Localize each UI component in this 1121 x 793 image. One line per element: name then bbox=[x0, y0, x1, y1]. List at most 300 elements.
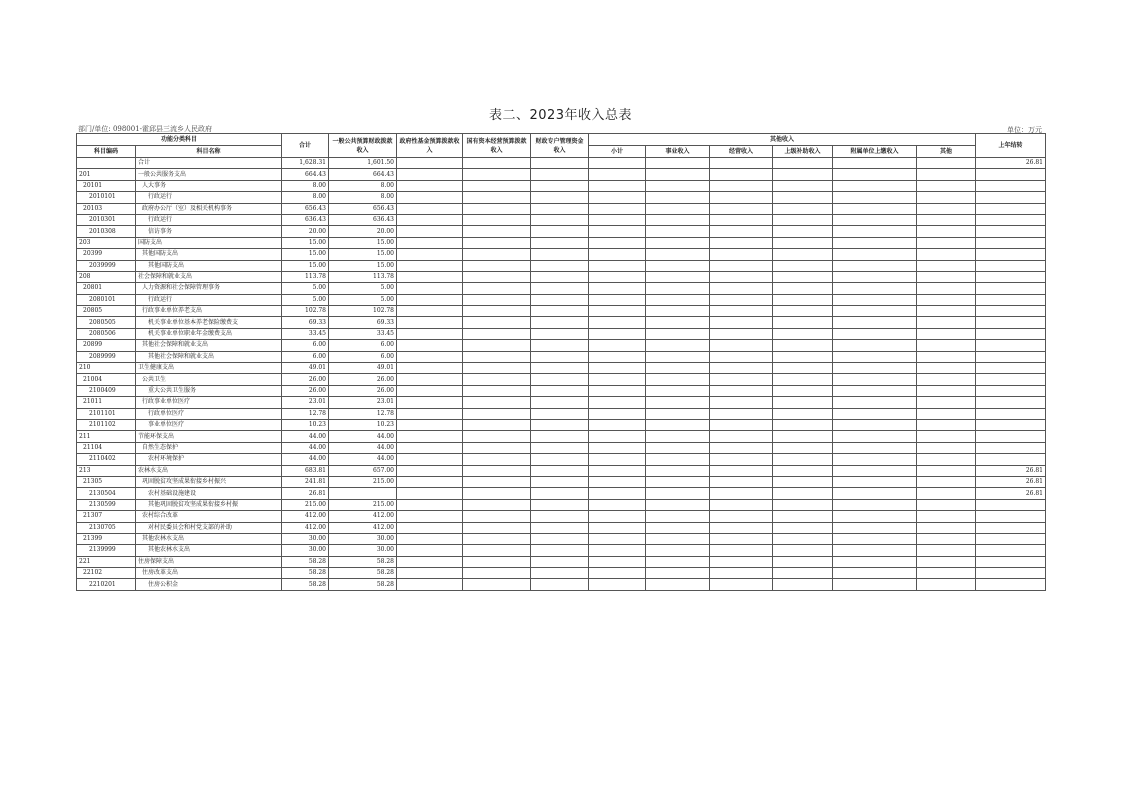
cell-fiscal-account bbox=[531, 442, 589, 453]
cell-operating bbox=[710, 192, 773, 203]
cell-code: 21307 bbox=[77, 511, 136, 522]
table-row bbox=[77, 294, 1046, 305]
cell-name: 人力资源和社会保障管理事务 bbox=[136, 283, 282, 294]
table-row bbox=[77, 203, 1046, 214]
cell-name: 巩固脱贫攻坚成果衔接乡村振兴 bbox=[136, 476, 282, 487]
cell-name: 人大事务 bbox=[136, 180, 282, 191]
cell-other bbox=[917, 340, 976, 351]
cell-code: 2130705 bbox=[77, 522, 136, 533]
cell-general-budget: 412.00 bbox=[329, 511, 397, 522]
cell-state-capital bbox=[463, 408, 531, 419]
cell-total: 33.45 bbox=[282, 328, 329, 339]
cell-affiliated bbox=[833, 533, 917, 544]
cell-total: 215.00 bbox=[282, 499, 329, 510]
cell-other bbox=[917, 260, 976, 271]
cell-affiliated bbox=[833, 203, 917, 214]
cell-gov-fund bbox=[397, 169, 463, 180]
cell-business bbox=[646, 260, 710, 271]
cell-affiliated bbox=[833, 397, 917, 408]
cell-business bbox=[646, 180, 710, 191]
cell-superior-subsidy bbox=[773, 579, 833, 590]
cell-carryover bbox=[976, 363, 1046, 374]
cell-name: 机关事业单位职业年金缴费支出 bbox=[136, 328, 282, 339]
cell-business bbox=[646, 511, 710, 522]
cell-general-budget: 5.00 bbox=[329, 294, 397, 305]
cell-name: 行政运行 bbox=[136, 294, 282, 305]
cell-superior-subsidy bbox=[773, 363, 833, 374]
cell-operating bbox=[710, 158, 773, 169]
cell-affiliated bbox=[833, 283, 917, 294]
cell-business bbox=[646, 579, 710, 590]
cell-fiscal-account bbox=[531, 351, 589, 362]
cell-subtotal bbox=[589, 408, 646, 419]
cell-name: 农林水支出 bbox=[136, 465, 282, 476]
cell-superior-subsidy bbox=[773, 556, 833, 567]
cell-subtotal bbox=[589, 214, 646, 225]
cell-affiliated bbox=[833, 408, 917, 419]
cell-general-budget: 215.00 bbox=[329, 499, 397, 510]
cell-superior-subsidy bbox=[773, 283, 833, 294]
cell-fiscal-account bbox=[531, 431, 589, 442]
cell-gov-fund bbox=[397, 397, 463, 408]
table-row bbox=[77, 363, 1046, 374]
table-row bbox=[77, 249, 1046, 260]
cell-superior-subsidy bbox=[773, 203, 833, 214]
cell-general-budget: 58.28 bbox=[329, 556, 397, 567]
table-row bbox=[77, 283, 1046, 294]
cell-operating bbox=[710, 476, 773, 487]
cell-gov-fund bbox=[397, 203, 463, 214]
cell-state-capital bbox=[463, 511, 531, 522]
cell-name: 社会保障和就业支出 bbox=[136, 271, 282, 282]
cell-subtotal bbox=[589, 192, 646, 203]
cell-superior-subsidy bbox=[773, 237, 833, 248]
cell-general-budget: 10.23 bbox=[329, 419, 397, 430]
cell-state-capital bbox=[463, 214, 531, 225]
cell-gov-fund bbox=[397, 476, 463, 487]
cell-carryover bbox=[976, 374, 1046, 385]
cell-operating bbox=[710, 169, 773, 180]
cell-affiliated bbox=[833, 169, 917, 180]
cell-code: 203 bbox=[77, 237, 136, 248]
cell-code: 21104 bbox=[77, 442, 136, 453]
cell-state-capital bbox=[463, 180, 531, 191]
cell-other bbox=[917, 328, 976, 339]
cell-name: 一般公共服务支出 bbox=[136, 169, 282, 180]
cell-superior-subsidy bbox=[773, 374, 833, 385]
cell-superior-subsidy bbox=[773, 545, 833, 556]
unit-label: 单位：万元 bbox=[1007, 126, 1042, 134]
cell-name: 合计 bbox=[136, 158, 282, 169]
cell-fiscal-account bbox=[531, 260, 589, 271]
cell-code: 201 bbox=[77, 169, 136, 180]
cell-name: 农村基础设施建设 bbox=[136, 488, 282, 499]
cell-superior-subsidy bbox=[773, 499, 833, 510]
cell-total: 20.00 bbox=[282, 226, 329, 237]
cell-name: 行政单位医疗 bbox=[136, 408, 282, 419]
cell-name: 事业单位医疗 bbox=[136, 419, 282, 430]
cell-gov-fund bbox=[397, 226, 463, 237]
cell-subtotal bbox=[589, 499, 646, 510]
cell-operating bbox=[710, 283, 773, 294]
cell-subtotal bbox=[589, 351, 646, 362]
cell-total: 113.78 bbox=[282, 271, 329, 282]
cell-gov-fund bbox=[397, 545, 463, 556]
cell-state-capital bbox=[463, 271, 531, 282]
cell-gov-fund bbox=[397, 419, 463, 430]
cell-general-budget: 15.00 bbox=[329, 237, 397, 248]
cell-gov-fund bbox=[397, 260, 463, 271]
cell-name: 住房保障支出 bbox=[136, 556, 282, 567]
cell-gov-fund bbox=[397, 408, 463, 419]
cell-superior-subsidy bbox=[773, 328, 833, 339]
cell-gov-fund bbox=[397, 568, 463, 579]
table-row bbox=[77, 306, 1046, 317]
cell-total: 6.00 bbox=[282, 351, 329, 362]
cell-carryover bbox=[976, 408, 1046, 419]
cell-state-capital bbox=[463, 328, 531, 339]
cell-carryover bbox=[976, 419, 1046, 430]
cell-code: 2010301 bbox=[77, 214, 136, 225]
cell-gov-fund bbox=[397, 556, 463, 567]
table-row bbox=[77, 260, 1046, 271]
cell-name: 机关事业单位基本养老保险缴费支 bbox=[136, 317, 282, 328]
cell-business bbox=[646, 522, 710, 533]
cell-total: 26.00 bbox=[282, 385, 329, 396]
cell-name: 其他国防支出 bbox=[136, 260, 282, 271]
cell-name: 其他农林水支出 bbox=[136, 545, 282, 556]
cell-fiscal-account bbox=[531, 511, 589, 522]
cell-subtotal bbox=[589, 454, 646, 465]
cell-state-capital bbox=[463, 488, 531, 499]
cell-name: 对村民委员会和村党支部的补助 bbox=[136, 522, 282, 533]
table-row bbox=[77, 340, 1046, 351]
cell-code: 2080506 bbox=[77, 328, 136, 339]
cell-affiliated bbox=[833, 180, 917, 191]
cell-fiscal-account bbox=[531, 294, 589, 305]
table-row bbox=[77, 522, 1046, 533]
cell-fiscal-account bbox=[531, 533, 589, 544]
cell-carryover bbox=[976, 169, 1046, 180]
cell-operating bbox=[710, 442, 773, 453]
cell-gov-fund bbox=[397, 499, 463, 510]
cell-affiliated bbox=[833, 499, 917, 510]
cell-gov-fund bbox=[397, 385, 463, 396]
cell-general-budget: 412.00 bbox=[329, 522, 397, 533]
cell-code: 2130504 bbox=[77, 488, 136, 499]
cell-gov-fund bbox=[397, 363, 463, 374]
cell-general-budget: 58.28 bbox=[329, 579, 397, 590]
cell-fiscal-account bbox=[531, 454, 589, 465]
cell-operating bbox=[710, 522, 773, 533]
cell-operating bbox=[710, 214, 773, 225]
table-row bbox=[77, 465, 1046, 476]
cell-operating bbox=[710, 499, 773, 510]
cell-general-budget: 215.00 bbox=[329, 476, 397, 487]
cell-code: 20899 bbox=[77, 340, 136, 351]
cell-subtotal bbox=[589, 169, 646, 180]
header-func-class: 功能分类科目 bbox=[77, 134, 282, 146]
cell-total: 15.00 bbox=[282, 237, 329, 248]
cell-gov-fund bbox=[397, 294, 463, 305]
cell-carryover bbox=[976, 556, 1046, 567]
cell-superior-subsidy bbox=[773, 294, 833, 305]
cell-code: 2010101 bbox=[77, 192, 136, 203]
cell-subtotal bbox=[589, 363, 646, 374]
header-state-capital: 国有资本经营预算拨款收入 bbox=[463, 134, 531, 158]
cell-affiliated bbox=[833, 271, 917, 282]
cell-other bbox=[917, 385, 976, 396]
cell-total: 241.81 bbox=[282, 476, 329, 487]
cell-subtotal bbox=[589, 306, 646, 317]
cell-total: 8.00 bbox=[282, 180, 329, 191]
cell-gov-fund bbox=[397, 306, 463, 317]
cell-state-capital bbox=[463, 442, 531, 453]
cell-business bbox=[646, 533, 710, 544]
cell-business bbox=[646, 363, 710, 374]
cell-affiliated bbox=[833, 465, 917, 476]
cell-subtotal bbox=[589, 533, 646, 544]
cell-superior-subsidy bbox=[773, 568, 833, 579]
cell-subtotal bbox=[589, 465, 646, 476]
cell-affiliated bbox=[833, 294, 917, 305]
cell-state-capital bbox=[463, 431, 531, 442]
cell-superior-subsidy bbox=[773, 226, 833, 237]
cell-state-capital bbox=[463, 533, 531, 544]
cell-other bbox=[917, 294, 976, 305]
cell-total: 683.81 bbox=[282, 465, 329, 476]
cell-carryover: 26.81 bbox=[976, 476, 1046, 487]
cell-code: 22102 bbox=[77, 568, 136, 579]
cell-other bbox=[917, 158, 976, 169]
cell-other bbox=[917, 363, 976, 374]
cell-fiscal-account bbox=[531, 363, 589, 374]
cell-operating bbox=[710, 294, 773, 305]
cell-code: 20801 bbox=[77, 283, 136, 294]
table-row bbox=[77, 511, 1046, 522]
cell-code: 208 bbox=[77, 271, 136, 282]
cell-general-budget: 6.00 bbox=[329, 340, 397, 351]
cell-superior-subsidy bbox=[773, 317, 833, 328]
cell-affiliated bbox=[833, 511, 917, 522]
cell-general-budget: 26.00 bbox=[329, 385, 397, 396]
cell-affiliated bbox=[833, 192, 917, 203]
cell-subtotal bbox=[589, 260, 646, 271]
income-summary-table bbox=[76, 133, 1046, 591]
cell-state-capital bbox=[463, 306, 531, 317]
cell-superior-subsidy bbox=[773, 169, 833, 180]
cell-state-capital bbox=[463, 419, 531, 430]
cell-fiscal-account bbox=[531, 568, 589, 579]
cell-fiscal-account bbox=[531, 465, 589, 476]
cell-name: 自然生态保护 bbox=[136, 442, 282, 453]
cell-total: 23.01 bbox=[282, 397, 329, 408]
cell-state-capital bbox=[463, 260, 531, 271]
cell-state-capital bbox=[463, 385, 531, 396]
cell-affiliated bbox=[833, 556, 917, 567]
cell-business bbox=[646, 385, 710, 396]
cell-business bbox=[646, 465, 710, 476]
cell-superior-subsidy bbox=[773, 180, 833, 191]
cell-gov-fund bbox=[397, 442, 463, 453]
cell-name: 其他巩固脱贫攻坚成果衔接乡村振 bbox=[136, 499, 282, 510]
cell-carryover bbox=[976, 511, 1046, 522]
cell-state-capital bbox=[463, 294, 531, 305]
cell-code: 2100409 bbox=[77, 385, 136, 396]
cell-business bbox=[646, 442, 710, 453]
cell-name: 政府办公厅（室）及相关机构事务 bbox=[136, 203, 282, 214]
cell-state-capital bbox=[463, 203, 531, 214]
cell-carryover: 26.81 bbox=[976, 158, 1046, 169]
cell-other bbox=[917, 579, 976, 590]
header-other-income: 其他收入 bbox=[589, 134, 976, 146]
cell-carryover bbox=[976, 545, 1046, 556]
cell-fiscal-account bbox=[531, 271, 589, 282]
cell-general-budget: 44.00 bbox=[329, 442, 397, 453]
cell-general-budget: 113.78 bbox=[329, 271, 397, 282]
cell-affiliated bbox=[833, 317, 917, 328]
cell-business bbox=[646, 568, 710, 579]
cell-superior-subsidy bbox=[773, 192, 833, 203]
cell-state-capital bbox=[463, 579, 531, 590]
cell-affiliated bbox=[833, 419, 917, 430]
cell-subtotal bbox=[589, 271, 646, 282]
cell-other bbox=[917, 374, 976, 385]
cell-business bbox=[646, 158, 710, 169]
cell-code: 213 bbox=[77, 465, 136, 476]
cell-name: 其他社会保障和就业支出 bbox=[136, 340, 282, 351]
cell-other bbox=[917, 226, 976, 237]
cell-superior-subsidy bbox=[773, 454, 833, 465]
cell-business bbox=[646, 419, 710, 430]
cell-carryover bbox=[976, 306, 1046, 317]
cell-carryover bbox=[976, 260, 1046, 271]
cell-fiscal-account bbox=[531, 158, 589, 169]
cell-other bbox=[917, 454, 976, 465]
cell-operating bbox=[710, 249, 773, 260]
cell-fiscal-account bbox=[531, 385, 589, 396]
cell-affiliated bbox=[833, 226, 917, 237]
cell-business bbox=[646, 271, 710, 282]
cell-state-capital bbox=[463, 476, 531, 487]
cell-total: 44.00 bbox=[282, 431, 329, 442]
cell-fiscal-account bbox=[531, 374, 589, 385]
cell-general-budget: 6.00 bbox=[329, 351, 397, 362]
cell-name: 住房改革支出 bbox=[136, 568, 282, 579]
cell-gov-fund bbox=[397, 340, 463, 351]
cell-code: 2110402 bbox=[77, 454, 136, 465]
table-row bbox=[77, 419, 1046, 430]
cell-general-budget: 656.43 bbox=[329, 203, 397, 214]
cell-other bbox=[917, 465, 976, 476]
cell-other bbox=[917, 169, 976, 180]
cell-operating bbox=[710, 568, 773, 579]
cell-affiliated bbox=[833, 260, 917, 271]
cell-other bbox=[917, 192, 976, 203]
cell-gov-fund bbox=[397, 328, 463, 339]
cell-fiscal-account bbox=[531, 556, 589, 567]
cell-subtotal bbox=[589, 317, 646, 328]
cell-general-budget: 30.00 bbox=[329, 545, 397, 556]
cell-business bbox=[646, 476, 710, 487]
cell-general-budget bbox=[329, 488, 397, 499]
cell-state-capital bbox=[463, 158, 531, 169]
table-row bbox=[77, 237, 1046, 248]
cell-subtotal bbox=[589, 522, 646, 533]
cell-total: 636.43 bbox=[282, 214, 329, 225]
cell-superior-subsidy bbox=[773, 397, 833, 408]
cell-total: 12.78 bbox=[282, 408, 329, 419]
cell-total: 656.43 bbox=[282, 203, 329, 214]
cell-carryover bbox=[976, 271, 1046, 282]
cell-operating bbox=[710, 454, 773, 465]
cell-total: 49.01 bbox=[282, 363, 329, 374]
cell-carryover bbox=[976, 533, 1046, 544]
cell-general-budget: 636.43 bbox=[329, 214, 397, 225]
cell-superior-subsidy bbox=[773, 271, 833, 282]
table-row bbox=[77, 180, 1046, 191]
cell-carryover bbox=[976, 442, 1046, 453]
cell-fiscal-account bbox=[531, 408, 589, 419]
cell-operating bbox=[710, 237, 773, 248]
header-superior-subsidy: 上级补助收入 bbox=[773, 146, 833, 158]
cell-subtotal bbox=[589, 340, 646, 351]
cell-carryover bbox=[976, 214, 1046, 225]
table-row bbox=[77, 385, 1046, 396]
cell-state-capital bbox=[463, 568, 531, 579]
cell-subtotal bbox=[589, 397, 646, 408]
cell-business bbox=[646, 214, 710, 225]
cell-other bbox=[917, 511, 976, 522]
cell-gov-fund bbox=[397, 374, 463, 385]
cell-business bbox=[646, 294, 710, 305]
cell-other bbox=[917, 306, 976, 317]
cell-fiscal-account bbox=[531, 237, 589, 248]
table-row bbox=[77, 317, 1046, 328]
cell-other bbox=[917, 180, 976, 191]
cell-code: 2101101 bbox=[77, 408, 136, 419]
cell-subtotal bbox=[589, 511, 646, 522]
cell-operating bbox=[710, 180, 773, 191]
cell-state-capital bbox=[463, 249, 531, 260]
cell-general-budget: 664.43 bbox=[329, 169, 397, 180]
cell-name: 节能环保支出 bbox=[136, 431, 282, 442]
cell-general-budget: 12.78 bbox=[329, 408, 397, 419]
cell-carryover bbox=[976, 203, 1046, 214]
table-row bbox=[77, 488, 1046, 499]
cell-general-budget: 58.28 bbox=[329, 568, 397, 579]
cell-operating bbox=[710, 385, 773, 396]
cell-subtotal bbox=[589, 442, 646, 453]
cell-business bbox=[646, 203, 710, 214]
cell-gov-fund bbox=[397, 465, 463, 476]
cell-operating bbox=[710, 533, 773, 544]
cell-carryover bbox=[976, 397, 1046, 408]
table-row bbox=[77, 499, 1046, 510]
table-row bbox=[77, 579, 1046, 590]
cell-subtotal bbox=[589, 283, 646, 294]
cell-operating bbox=[710, 431, 773, 442]
cell-code: 20103 bbox=[77, 203, 136, 214]
cell-other bbox=[917, 203, 976, 214]
cell-subtotal bbox=[589, 579, 646, 590]
cell-state-capital bbox=[463, 192, 531, 203]
cell-total: 30.00 bbox=[282, 533, 329, 544]
cell-business bbox=[646, 431, 710, 442]
table-row bbox=[77, 454, 1046, 465]
cell-code: 20805 bbox=[77, 306, 136, 317]
cell-operating bbox=[710, 351, 773, 362]
